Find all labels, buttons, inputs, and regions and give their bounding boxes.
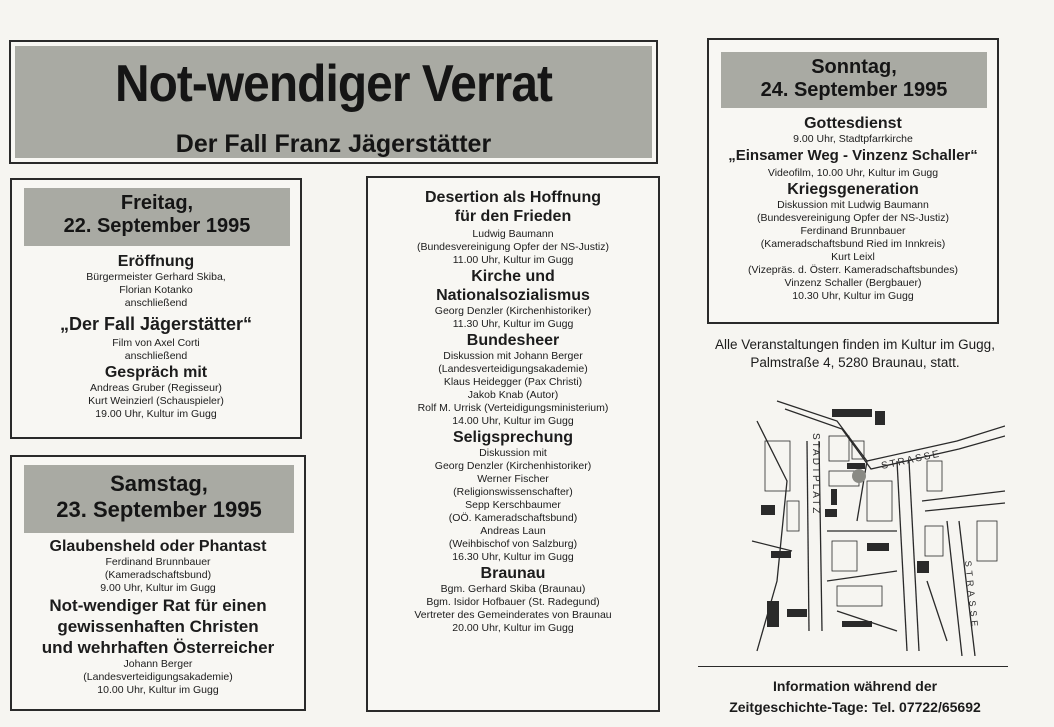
beatification-line: Sepp Kerschbaumer: [465, 499, 561, 511]
talk2-title: und wehrhaften Österreicher: [41, 638, 275, 657]
braunau-line: Bgm. Gerhard Skiba (Braunau): [440, 583, 586, 595]
sunday-content: [713, 114, 993, 303]
friday-day: Freitag,: [120, 192, 194, 214]
venue-note: [696, 336, 1014, 372]
venue-line: Alle Veranstaltungen finden im Kultur im Gugg,: [715, 337, 995, 352]
middle-content: [372, 188, 654, 635]
divider: [698, 666, 1008, 667]
mass-title: Gottesdienst: [804, 115, 902, 132]
generation-line: 10.30 Uhr, Kultur im Gugg: [792, 290, 914, 302]
friday-content: [16, 252, 296, 421]
desertion-line: 11.00 Uhr, Kultur im Gugg: [452, 254, 574, 266]
beatification-line: (Weihbischof von Salzburg): [448, 538, 578, 550]
opening-line: Bürgermeister Gerhard Skiba,: [86, 271, 226, 283]
talk-line: Kurt Weinzierl (Schauspieler): [88, 395, 224, 407]
saturday-day: Samstag,: [110, 471, 208, 496]
opening-line: anschließend: [124, 297, 188, 309]
talk2-title: Not-wendiger Rat für einen: [49, 596, 267, 615]
sunday-header: [721, 52, 987, 108]
sunday-film-line: Videofilm, 10.00 Uhr, Kultur im Gugg: [767, 167, 939, 179]
army-line: Rolf M. Urrisk (Verteidigungsministerium): [417, 402, 609, 414]
desertion-title: für den Frieden: [454, 208, 572, 225]
generation-title: Kriegsgeneration: [787, 181, 919, 198]
desertion-line: Ludwig Baumann: [472, 228, 554, 240]
film-title: „Der Fall Jägerstätter“: [59, 314, 253, 334]
desertion-line: (Bundesvereinigung Opfer der NS-Justiz): [416, 241, 609, 253]
map-label-street: STRASSE: [880, 448, 942, 472]
talk-line: 19.00 Uhr, Kultur im Gugg: [95, 408, 217, 420]
beatification-title: Seligsprechung: [452, 429, 574, 446]
generation-line: Kurt Leixl: [831, 251, 875, 263]
talk1-line: (Kameradschaftsbund): [104, 569, 212, 581]
friday-program: [10, 178, 302, 439]
sunday-day: Sonntag,: [811, 56, 897, 78]
opening-title: Eröffnung: [117, 253, 195, 270]
beatification-line: (OÖ. Kameradschaftsbund): [448, 512, 578, 524]
sunday-film-title: „Einsamer Weg - Vinzenz Schaller“: [728, 147, 978, 164]
saturday-program: [10, 455, 306, 711]
film-line: anschließend: [124, 350, 188, 362]
beatification-line: Andreas Laun: [480, 525, 546, 537]
talk2-line: 10.00 Uhr, Kultur im Gugg: [97, 684, 219, 696]
talk1-line: 9.00 Uhr, Kultur im Gugg: [100, 582, 216, 594]
talk-title: Gespräch mit: [104, 364, 208, 381]
talk1-title: Glaubensheld oder Phantast: [49, 538, 267, 555]
braunau-line: Vertreter des Gemeinderates von Braunau: [414, 609, 612, 621]
friday-date: 22. September 1995: [63, 215, 251, 237]
map-label-street: STRASSE: [963, 560, 981, 631]
subtitle: Der Fall Franz Jägerstätter: [175, 130, 492, 158]
generation-line: (Kameradschaftsbund Ried im Innkreis): [760, 238, 946, 250]
talk-line: Andreas Gruber (Regisseur): [90, 382, 222, 394]
army-line: Diskussion mit Johann Berger: [443, 350, 583, 362]
braunau-line: 20.00 Uhr, Kultur im Gugg: [452, 622, 574, 634]
generation-line: Ferdinand Brunnbauer: [800, 225, 906, 237]
beatification-line: (Religionswissenschafter): [453, 486, 573, 498]
braunau-line: Bgm. Isidor Hofbauer (St. Radegund): [426, 596, 600, 608]
army-line: (Landesverteidigungsakademie): [438, 363, 588, 375]
mass-line: 9.00 Uhr, Stadtpfarrkirche: [793, 133, 913, 145]
saturday-date: 23. September 1995: [56, 497, 262, 522]
main-title: Not-wendiger Verrat: [114, 55, 553, 113]
info-footer: [696, 676, 1014, 718]
sunday-date: 24. September 1995: [760, 79, 948, 101]
talk2-line: Johann Berger: [123, 658, 193, 670]
army-line: 14.00 Uhr, Kultur im Gugg: [452, 415, 574, 427]
church-line: 11.30 Uhr, Kultur im Gugg: [452, 318, 574, 330]
generation-line: Diskussion mit Ludwig Baumann: [777, 199, 929, 211]
saturday-content: [16, 537, 300, 697]
opening-line: Florian Kotanko: [119, 284, 193, 296]
beatification-line: Werner Fischer: [477, 473, 549, 485]
saturday-continued-program: [366, 176, 660, 712]
church-title: Kirche und: [471, 268, 555, 285]
info-line: Zeitgeschichte-Tage: Tel. 07722/65692: [729, 699, 981, 715]
beatification-line: Diskussion mit: [479, 447, 547, 459]
venue-line: Palmstraße 4, 5280 Braunau, statt.: [750, 355, 960, 370]
army-line: Klaus Heidegger (Pax Christi): [443, 376, 583, 388]
info-line: Information während der: [772, 678, 938, 694]
talk2-title: gewissenhaften Christen: [57, 617, 259, 636]
talk1-line: Ferdinand Brunnbauer: [105, 556, 211, 568]
saturday-header: [24, 465, 294, 533]
sunday-program: [707, 38, 999, 324]
desertion-title: Desertion als Hoffnung: [424, 189, 601, 206]
generation-line: Vinzenz Schaller (Bergbauer): [784, 277, 922, 289]
army-title: Bundesheer: [466, 332, 560, 349]
generation-line: (Bundesvereinigung Opfer der NS-Justiz): [756, 212, 949, 224]
beatification-line: Georg Denzler (Kirchenhistoriker): [434, 460, 592, 472]
generation-line: (Vizepräs. d. Österr. Kameradschaftsbundes): [748, 264, 958, 276]
friday-header: [24, 188, 290, 246]
church-title: Nationalsozialismus: [436, 287, 590, 304]
braunau-title: Braunau: [480, 565, 546, 582]
title-banner: [9, 40, 658, 164]
church-line: Georg Denzler (Kirchenhistoriker): [434, 305, 592, 317]
army-line: Jakob Knab (Autor): [467, 389, 559, 401]
talk2-line: (Landesverteidigungsakademie): [83, 671, 233, 683]
map-label-stadtplatz: STADTPLATZ: [810, 433, 821, 516]
beatification-line: 16.30 Uhr, Kultur im Gugg: [452, 551, 574, 563]
town-map: [747, 381, 1005, 656]
film-line: Film von Axel Corti: [112, 337, 200, 349]
